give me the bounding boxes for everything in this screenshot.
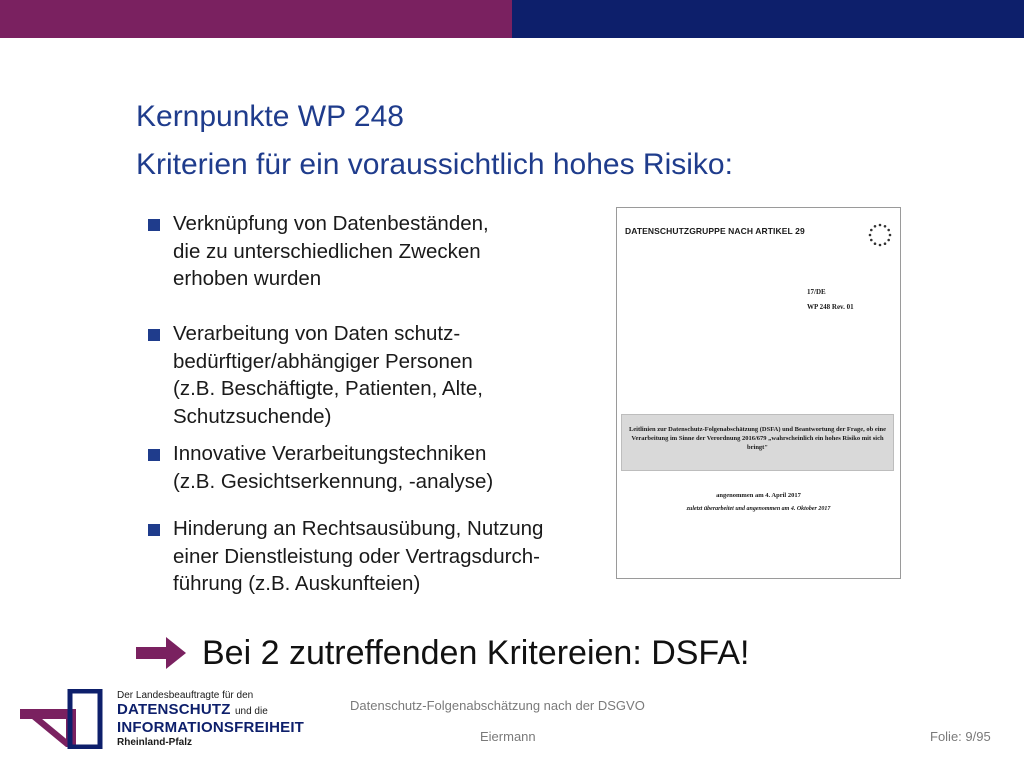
document-thumbnail <box>616 207 901 579</box>
bullet-text: Verarbeitung von Daten schutz- bedürftiger/abhängiger Personen (z.B. Beschäftigte, Patienten, Alte, Schutzsuchende) <box>173 322 483 428</box>
document-reference: 17/DE <box>807 288 826 296</box>
bullet-item <box>148 320 588 430</box>
footer-author: Eiermann <box>480 729 536 744</box>
arrow-right-icon <box>136 637 186 669</box>
logo-line: Der Landesbeauftragte für den <box>117 690 254 701</box>
bullet-text: Hinderung an Rechtsausübung, Nutzung einer Dienstleistung oder Vertragsdurch- führung (z.B. Auskunfteien) <box>173 517 544 595</box>
document-title-box: Leitlinien zur Datenschutz-Folgenabschätzung (DSFA) und Beantwortung der Frage, ob eine Verarbeitung im Sinne der Verordnung 2016/679 „wahrscheinlich ein hohes Risiko mit sich bringt" <box>621 414 894 471</box>
eu-stars-icon <box>867 222 893 248</box>
header-bar-navy <box>512 0 1024 38</box>
document-header: DATENSCHUTZGRUPPE NACH ARTIKEL 29 <box>625 226 805 236</box>
logo-mark-icon <box>18 689 104 749</box>
bullet-square-icon <box>148 449 160 461</box>
bullet-square-icon <box>148 329 160 341</box>
bullet-text: Verknüpfung von Datenbeständen, die zu unterschiedlichen Zwecken erhoben wurden <box>173 212 489 290</box>
document-revised-date: zuletzt überarbeitet und angenommen am 4. Oktober 2017 <box>686 506 831 512</box>
conclusion-text: Bei 2 zutreffenden Kritereien: DSFA! <box>202 634 750 672</box>
bullet-item <box>148 210 588 293</box>
bullet-item <box>148 515 588 598</box>
bullet-square-icon <box>148 524 160 536</box>
bullet-text: Innovative Verarbeitungstechniken (z.B. Gesichtserkennung, -analyse) <box>173 442 494 493</box>
footer-title: Datenschutz-Folgenabschätzung nach der DSGVO <box>350 698 645 713</box>
document-reference: WP 248 Rev. 01 <box>807 303 854 311</box>
logo-word: und die <box>234 706 268 717</box>
slide-subtitle: Kriterien für ein voraussichtlich hohes Risiko: <box>136 148 733 181</box>
organization-logo <box>117 690 304 749</box>
slide-title: Kernpunkte WP 248 <box>136 100 404 133</box>
logo-line: INFORMATIONSFREIHEIT <box>117 719 305 736</box>
header-bar-purple <box>0 0 512 38</box>
bullet-item <box>148 440 588 495</box>
document-adopted-date: angenommen am 4. April 2017 <box>716 492 801 499</box>
logo-line <box>117 702 304 720</box>
bullet-square-icon <box>148 219 160 231</box>
slide-number: Folie: 9/95 <box>930 729 991 744</box>
logo-word: DATENSCHUTZ <box>117 701 231 718</box>
logo-line: Rheinland-Pfalz <box>117 737 193 748</box>
